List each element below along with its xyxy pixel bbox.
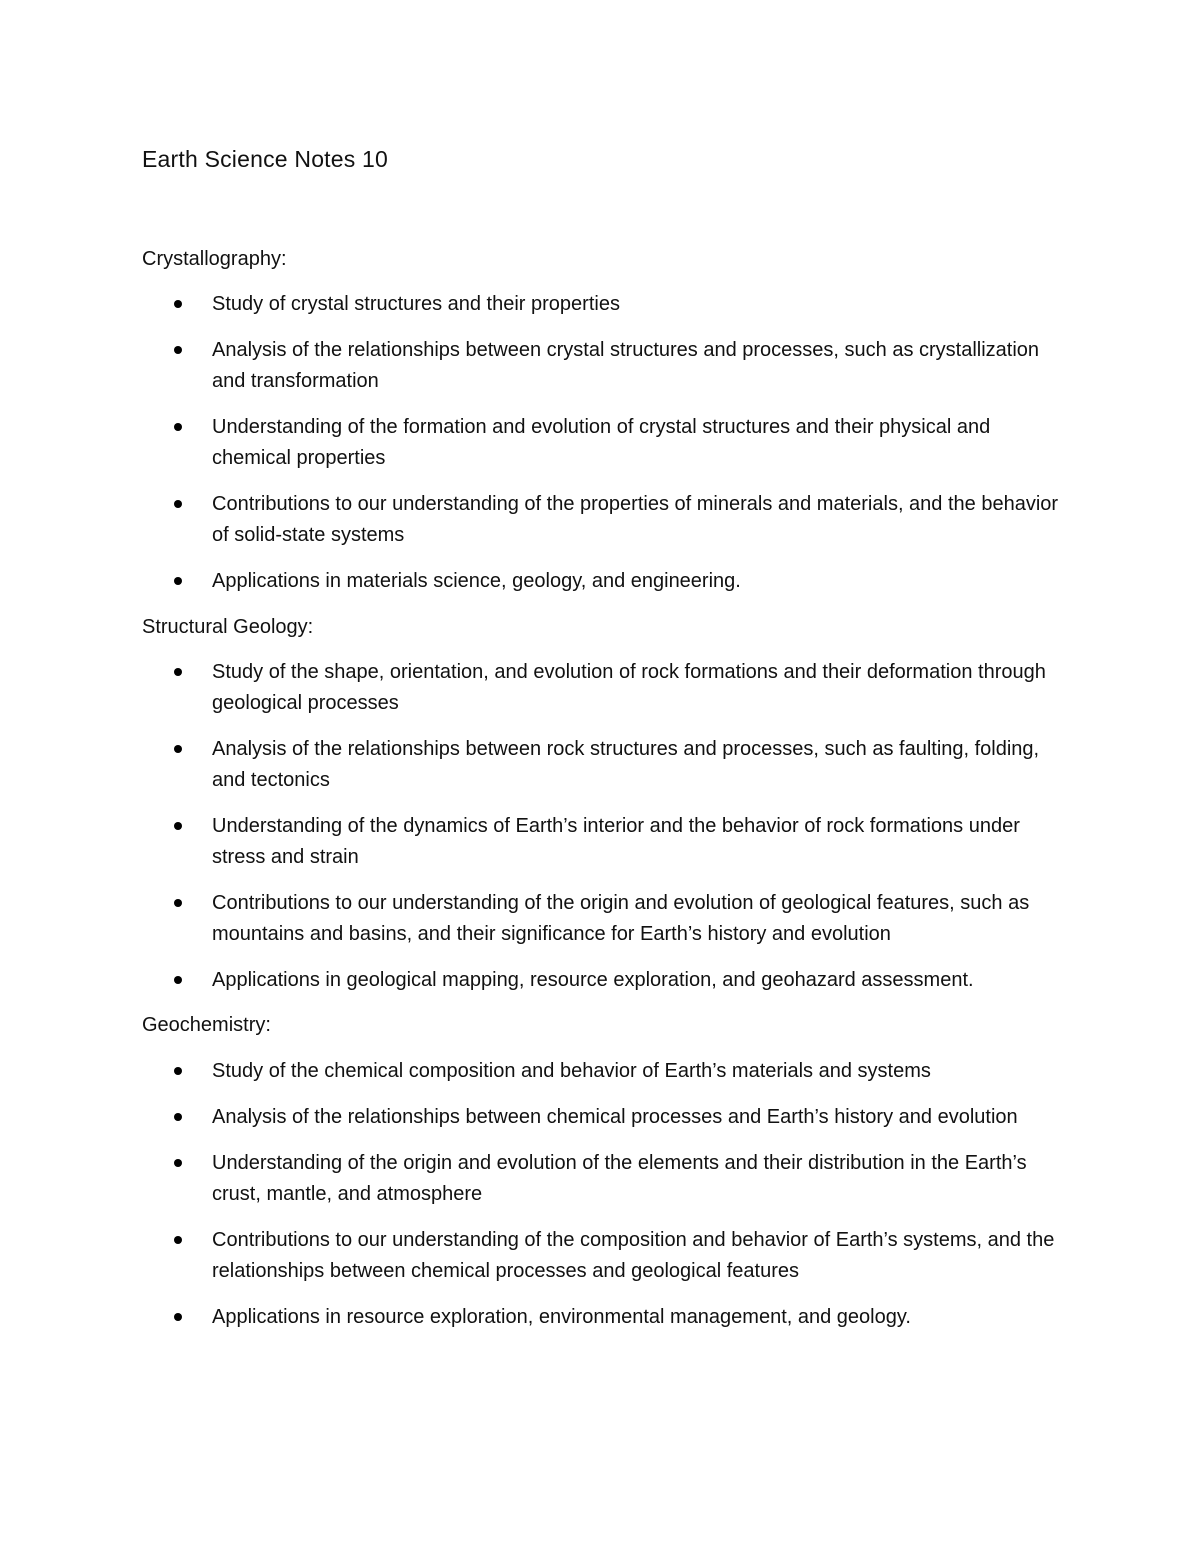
list-item bbox=[0, 811, 1062, 873]
bullet-icon bbox=[174, 745, 182, 753]
bullet-icon bbox=[174, 300, 182, 308]
bullet-icon bbox=[174, 423, 182, 431]
bullet-icon bbox=[174, 822, 182, 830]
list-item-text: Contributions to our understanding of the origin and evolution of geological features, such as mountains and basins, and their significance for Earth’s history and evolution bbox=[212, 892, 1030, 945]
list-item bbox=[0, 965, 1062, 996]
list-item bbox=[0, 1102, 1062, 1133]
list-item bbox=[0, 566, 1062, 597]
list-item-text: Analysis of the relationships between crystal structures and processes, such as crystallization and transformation bbox=[212, 339, 1040, 392]
list-item bbox=[0, 1302, 1062, 1333]
list-item-text: Contributions to our understanding of the properties of minerals and materials, and the behavior of solid-state systems bbox=[212, 493, 1059, 546]
structural-geology-list bbox=[0, 657, 1200, 1011]
document-title: Earth Science Notes 10 bbox=[142, 146, 389, 172]
bullet-icon bbox=[174, 899, 182, 907]
list-item-text: Understanding of the formation and evolution of crystal structures and their physical and chemical properties bbox=[212, 416, 991, 469]
list-item bbox=[0, 289, 1062, 320]
list-item-text: Applications in materials science, geology, and engineering. bbox=[212, 570, 741, 592]
list-item-text: Analysis of the relationships between rock structures and processes, such as faulting, folding, and tectonics bbox=[212, 738, 1040, 791]
bullet-icon bbox=[174, 1159, 182, 1167]
list-item-text: Applications in resource exploration, environmental management, and geology. bbox=[212, 1306, 911, 1328]
crystallography-list bbox=[0, 289, 1200, 612]
list-item-text: Understanding of the dynamics of Earth’s interior and the behavior of rock formations under stress and strain bbox=[212, 815, 1020, 868]
bullet-icon bbox=[174, 668, 182, 676]
bullet-icon bbox=[174, 500, 182, 508]
bullet-icon bbox=[174, 346, 182, 354]
list-item bbox=[0, 412, 1062, 474]
list-item bbox=[0, 1225, 1062, 1287]
list-item bbox=[0, 734, 1062, 796]
bullet-icon bbox=[174, 1113, 182, 1121]
bullet-icon bbox=[174, 1313, 182, 1321]
list-item bbox=[0, 1148, 1062, 1210]
bullet-icon bbox=[174, 1236, 182, 1244]
bullet-icon bbox=[174, 577, 182, 585]
list-item-text: Contributions to our understanding of the composition and behavior of Earth’s systems, and the relationships between chemical processes and geological features bbox=[212, 1229, 1055, 1282]
bullet-icon bbox=[174, 1067, 182, 1075]
list-item-text: Study of the chemical composition and behavior of Earth’s materials and systems bbox=[212, 1060, 931, 1082]
list-item bbox=[0, 657, 1062, 719]
list-item bbox=[0, 335, 1062, 397]
list-item bbox=[0, 888, 1062, 950]
list-item bbox=[0, 489, 1062, 551]
list-item-text: Applications in geological mapping, resource exploration, and geohazard assessment. bbox=[212, 969, 974, 991]
bullet-icon bbox=[174, 976, 182, 984]
section-heading-geochemistry: Geochemistry: bbox=[142, 1014, 271, 1036]
section-heading-crystallography: Crystallography: bbox=[142, 248, 287, 270]
section-heading-structural-geology: Structural Geology: bbox=[142, 616, 314, 638]
list-item-text: Study of the shape, orientation, and evolution of rock formations and their deformation through geological processes bbox=[212, 661, 1046, 714]
list-item bbox=[0, 1056, 1062, 1087]
list-item-text: Study of crystal structures and their properties bbox=[212, 293, 620, 315]
list-item-text: Understanding of the origin and evolution of the elements and their distribution in the Earth’s crust, mantle, and atmosphere bbox=[212, 1152, 1027, 1205]
geochemistry-list bbox=[0, 1056, 1200, 1348]
list-item-text: Analysis of the relationships between chemical processes and Earth’s history and evolution bbox=[212, 1106, 1018, 1128]
